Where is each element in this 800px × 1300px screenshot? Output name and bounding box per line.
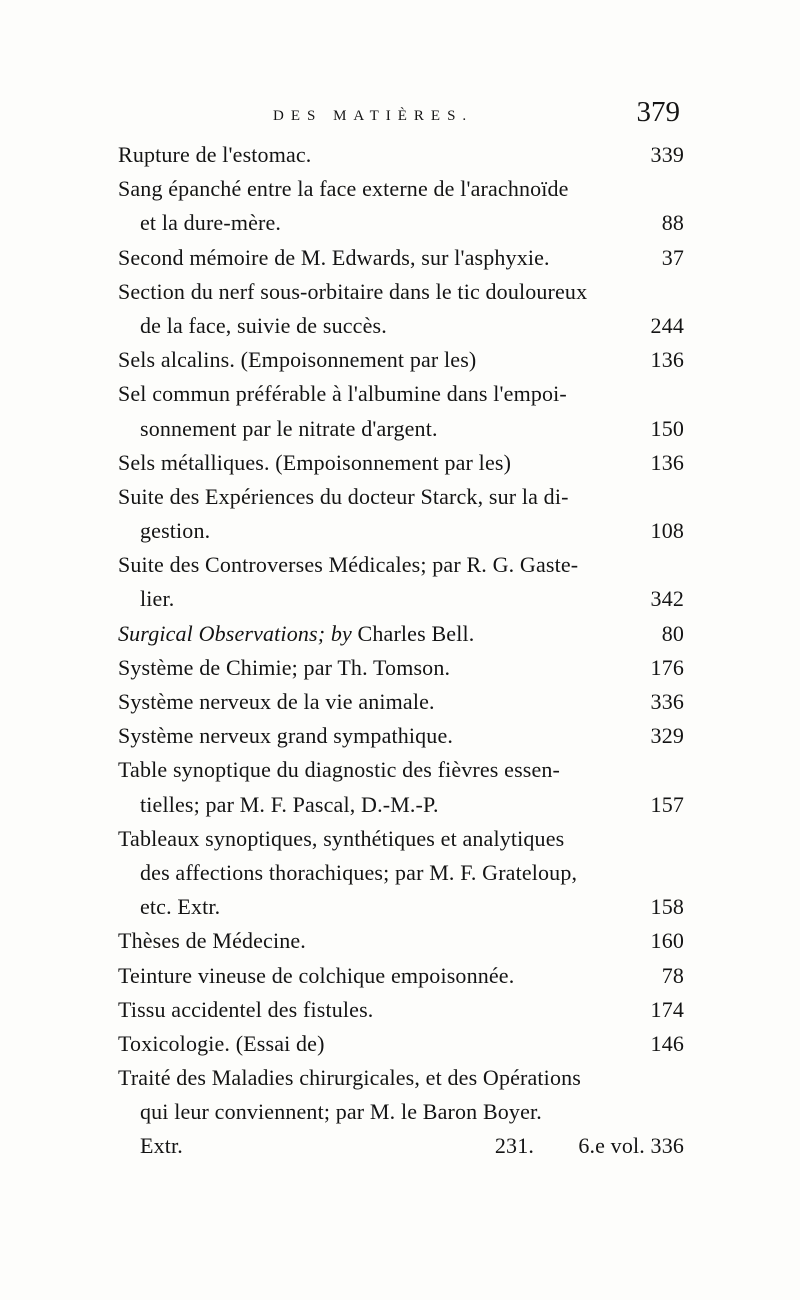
entry-page-ref: 88 [661, 210, 684, 236]
entry-text: Suite des Expériences du docteur Starck, sur la di- [118, 483, 569, 509]
entry-text: Toxicologie. (Essai de) [118, 1030, 325, 1056]
entry-text: sonnement par le nitrate d'argent. [140, 415, 438, 441]
entry-page-ref: 6.e vol. 336 [578, 1133, 684, 1159]
entry-page-ref: 176 [650, 654, 684, 680]
index-entry [118, 685, 684, 719]
index-entry [118, 822, 684, 856]
entry-page-ref: 136 [650, 449, 684, 475]
entry-page-ref: 37 [661, 244, 684, 270]
index-entry [118, 719, 684, 753]
index-entry-continuation [118, 788, 684, 822]
index-entry [118, 1061, 684, 1095]
entry-text: Table synoptique du diagnostic des fièvres essen- [118, 757, 561, 783]
index-entry-continuation [118, 1129, 684, 1163]
index-entry [118, 275, 684, 309]
entry-page-ref: 329 [650, 723, 684, 749]
index-entry [118, 651, 684, 685]
entry-page-ref: 160 [650, 928, 684, 954]
entry-text: Traité des Maladies chirurgicales, et des Opérations [118, 1065, 581, 1091]
entry-text: des affections thorachiques; par M. F. Grateloup, [140, 859, 578, 885]
entry-text: etc. Extr. [140, 894, 221, 920]
entry-text: Système nerveux grand sympathique. [118, 723, 454, 749]
entry-page-ref: 80 [661, 620, 684, 646]
index-entry [118, 924, 684, 958]
entry-page-ref: 244 [650, 312, 684, 338]
index-entry [118, 993, 684, 1027]
entry-page-ref: 174 [650, 996, 684, 1022]
entry-page-ref: 136 [650, 347, 684, 373]
entry-text: Sel commun préférable à l'albumine dans l'empoi- [118, 381, 567, 407]
page-header [118, 96, 680, 136]
entry-page-ref: 339 [650, 142, 684, 167]
index-entry-continuation [118, 309, 684, 343]
entry-text: Système nerveux de la vie animale. [118, 689, 435, 714]
entry-text: de la face, suivie de succès. [140, 312, 387, 338]
index-entries [118, 138, 684, 1164]
index-entry [118, 138, 684, 172]
index-entry-continuation [118, 856, 684, 890]
entry-page-ref: 158 [650, 894, 684, 920]
index-entry-continuation [118, 206, 684, 240]
index-entry [118, 548, 684, 582]
entry-text: et la dure-mère. [140, 210, 282, 236]
index-entry-continuation [118, 890, 684, 924]
entry-text: Système de Chimie; par Th. Tomson. [118, 654, 451, 680]
entry-text: gestion. [140, 518, 211, 544]
entry-page-ref: 108 [650, 518, 684, 544]
entry-text: Tissu accidentel des fistules. [118, 996, 374, 1022]
index-entry [118, 446, 684, 480]
entry-page-ref: 342 [650, 586, 684, 612]
index-entry-continuation [118, 412, 684, 446]
index-entry [118, 172, 684, 206]
entry-text: Tableaux synoptiques, synthétiques et analytiques [118, 825, 565, 851]
entry-text: Sels métalliques. (Empoisonnement par les) [118, 449, 512, 475]
index-entry-continuation [118, 514, 684, 548]
entry-page-ref: 336 [650, 689, 684, 714]
page-number: 379 [636, 96, 680, 128]
entry-text: Section du nerf sous-orbitaire dans le tic douloureux [118, 278, 588, 304]
index-entry [118, 1027, 684, 1061]
entry-text: Teinture vineuse de colchique empoisonnée. [118, 962, 515, 988]
entry-text: Suite des Controverses Médicales; par R. G. Gaste- [118, 552, 579, 578]
entry-text: Thèses de Médecine. [118, 928, 306, 954]
index-entry [118, 753, 684, 787]
entry-page-ref: 150 [650, 415, 684, 441]
entry-text: Sang épanché entre la face externe de l'arachnoïde [118, 176, 569, 202]
index-entry [118, 343, 684, 377]
entry-text-italic: Surgical Observations; by [118, 620, 352, 646]
entry-text: Extr. [140, 1133, 183, 1159]
entry-text: Second mémoire de M. Edwards, sur l'asphyxie. [118, 244, 550, 270]
running-title: DES MATIÈRES. [273, 108, 474, 124]
index-entry [118, 480, 684, 514]
entry-text [118, 617, 474, 651]
entry-text: qui leur conviennent; par M. le Baron Boyer. [140, 1099, 542, 1125]
entry-text: Sels alcalins. (Empoisonnement par les) [118, 347, 477, 373]
entry-page-ref: 78 [661, 962, 684, 988]
index-entry-continuation [118, 1095, 684, 1129]
index-entry [118, 617, 684, 651]
entry-text: tielles; par M. F. Pascal, D.-M.-P. [140, 791, 439, 817]
index-entry [118, 377, 684, 411]
index-entry-continuation [118, 582, 684, 616]
entry-text: Rupture de l'estomac. [118, 142, 312, 167]
index-entry [118, 959, 684, 993]
entry-page-ref: 157 [650, 791, 684, 817]
entry-text: lier. [140, 586, 175, 612]
index-entry [118, 241, 684, 275]
entry-page-ref-secondary: 231. [494, 1133, 534, 1159]
entry-text-roman: Charles Bell. [351, 620, 475, 646]
entry-page-ref: 146 [650, 1030, 684, 1056]
